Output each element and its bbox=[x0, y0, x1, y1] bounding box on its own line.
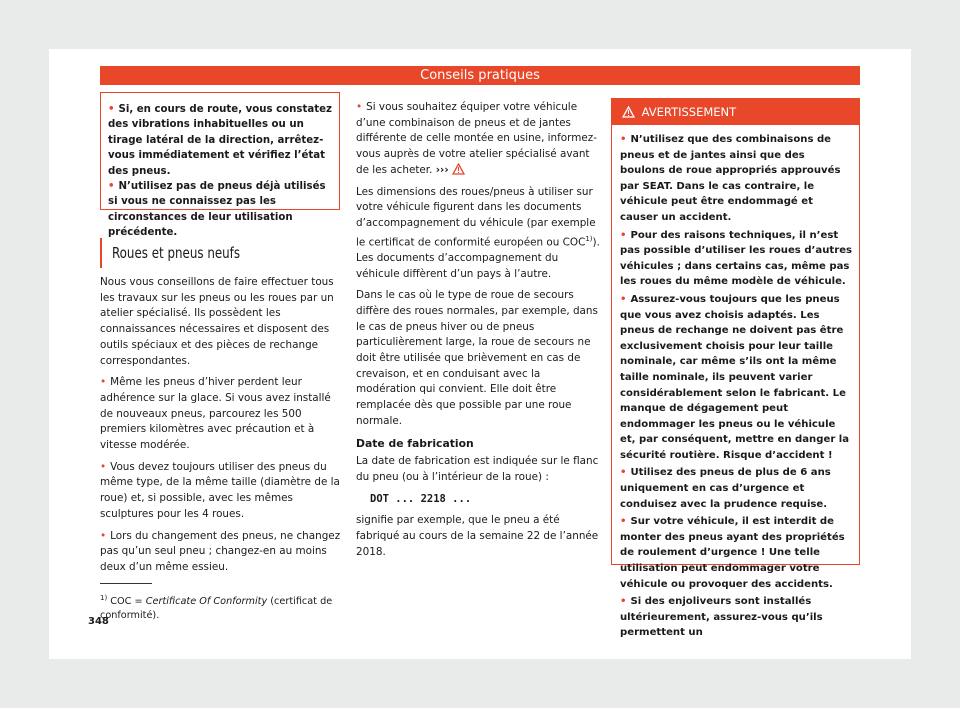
footnote-divider bbox=[100, 583, 152, 584]
caution-item: • N’utilisez pas de pneus déjà utilisés si vous ne connaissez pas les circonstances de leur utilisation précédente. bbox=[108, 181, 326, 239]
bullet-icon: • bbox=[108, 104, 115, 115]
bullet-icon: • bbox=[620, 229, 627, 241]
paragraph: Les dimensions des roues/pneus à utiliser sur votre véhicule figurent dans les documents d’accompagnement du véhicule (par exemple le certificat de conformité européen ou COC$^{1)}$). Les documents d’accompagnement du véhicule diffèrent d’un pays à l’autre. bbox=[356, 185, 600, 280]
warning-triangle-icon[interactable] bbox=[452, 163, 465, 175]
page-number: 348 bbox=[88, 616, 109, 627]
bullet-icon: • bbox=[356, 101, 363, 113]
caution-box bbox=[100, 92, 340, 239]
list-item: • Vous devez toujours utiliser des pneus du même type, de la même taille (diamètre de la roue) et, si possible, avec les mêmes sculptures pour les 4 roues. bbox=[100, 460, 340, 520]
bullet-icon: • bbox=[620, 293, 627, 305]
continue-arrows[interactable]: ››› bbox=[435, 163, 449, 176]
middle-column bbox=[356, 100, 601, 566]
intro-paragraph: Nous vous conseillons de faire effectuer tous les travaux sur les pneus ou les roues par un atelier spécialisé. Ils possèdent les connaissances nécessaires et disposent des outils spéciaux et des pièces de rechange correspondantes. bbox=[100, 276, 334, 367]
bullet-icon: • bbox=[100, 460, 107, 473]
left-column bbox=[100, 275, 343, 582]
warning-item: • N’utilisez que des combinaisons de pneus et de jantes ainsi que des boulons de roue appropriés approuvés par SEAT. Dans le cas contraire, le véhicule peut être endommagé et causer un accident. bbox=[620, 134, 841, 223]
section-header: Conseils pratiques bbox=[100, 66, 860, 85]
bullet-icon: • bbox=[620, 467, 627, 479]
warning-header: AVERTISSEMENT bbox=[612, 99, 859, 125]
section-title: Roues et pneus neufs bbox=[100, 238, 340, 268]
list-item: • Lors du changement des pneus, ne changez pas qu’un seul pneu ; changez-en au moins deux d’un même essieu. bbox=[100, 529, 341, 573]
list-item: • Même les pneus d’hiver perdent leur adhérence sur la glace. Si vous avez installé de nouveaux pneus, parcourez les 500 premiers kilomètres avec précaution et à vitesse modérée. bbox=[100, 376, 331, 452]
warning-item: • Pour des raisons techniques, il n’est pas possible d’utiliser les roues d’autres véhicules ; dans certains cas, même pas les roues du même modèle de véhicule. bbox=[620, 229, 853, 288]
bullet-icon: • bbox=[100, 529, 107, 542]
bullet-icon: • bbox=[620, 134, 627, 145]
bullet-icon: • bbox=[620, 516, 627, 528]
paragraph: Dans le cas où le type de roue de secours diffère des roues normales, par exemple, dans le cas de pneus hiver ou de pneus particulièrement large, la roue de secours ne doit être utilisée que brièvement en cas de crevaison, et en conduisant avec la modération qui convient. Elle doit être remplacée dès que possible par une roue normale. bbox=[356, 289, 598, 427]
dot-code: DOT ... 2218 ... bbox=[370, 492, 472, 505]
footnote: $^{1)}$ COC = Certificate Of Conformity (certificat de conformité). bbox=[100, 594, 333, 622]
warning-body bbox=[612, 125, 859, 641]
list-item: • Si vous souhaitez équiper votre véhicule d’une combinaison de pneus et de jantes différente de celle montée en usine, informez-vous auprès de votre atelier spécialisé avant de les acheter. ››› bbox=[356, 101, 597, 176]
warning-item: • Assurez-vous toujours que les pneus que vous avez choisis adaptés. Les pneus de rechange ne doivent pas être exclusivement choisis pour leur taille nominale, car même s’ils ont la même taille nominale, ils peuvent varier considérablement selon le fabricant. Le manque de dégagement peut endommager les pneus ou le véhicule et, par conséquent, mettre en danger la sécurité routière. Risque d’accident ! bbox=[620, 293, 850, 461]
subheading: Date de fabrication bbox=[356, 436, 474, 450]
paragraph: La date de fabrication est indiquée sur le flanc du pneu (ou à l’intérieur de la roue) : bbox=[356, 455, 599, 483]
warning-box bbox=[611, 98, 860, 639]
caution-item: • Si, en cours de route, vous constatez des vibrations inhabituelles ou un tirage latéral de la direction, arrêtez-vous immédiatement et vérifiez l’état des pneus. bbox=[108, 104, 332, 177]
warning-item: • Si des enjoliveurs sont installés ultérieurement, assurez-vous qu’ils permettent un bbox=[620, 596, 823, 639]
bullet-icon: • bbox=[108, 181, 115, 193]
warning-item: • Sur votre véhicule, il est interdit de monter des pneus ayant des propriétés de roulement d’urgence ! Une telle utilisation peut endommager votre véhicule ou provoquer des accidents. bbox=[620, 516, 845, 590]
bullet-icon: • bbox=[100, 376, 107, 389]
warning-item: • Utilisez des pneus de plus de 6 ans uniquement en cas d’urgence et conduisez avec la prudence requise. bbox=[620, 467, 831, 510]
warning-triangle-icon bbox=[622, 106, 635, 118]
bullet-icon: • bbox=[620, 596, 627, 608]
paragraph: signifie par exemple, que le pneu a été fabriqué au cours de la semaine 22 de l’année 2018. bbox=[356, 514, 599, 558]
